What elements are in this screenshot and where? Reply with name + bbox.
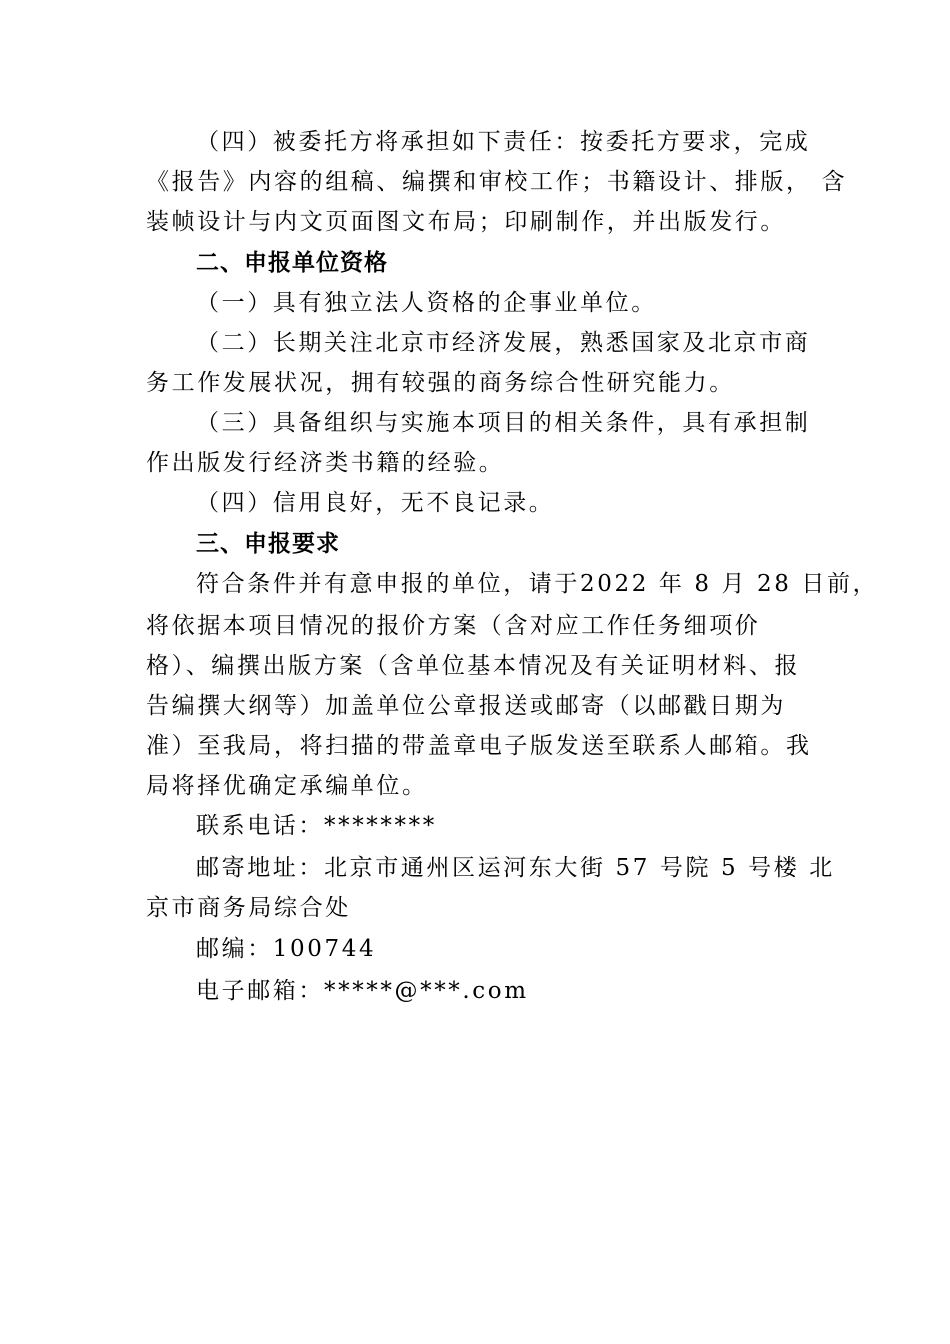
para-responsibilities-line3: 装帧设计与内文页面图文布局；印刷制作，并出版发行。 (146, 209, 786, 235)
requirements-body-line2: 将依据本项目情况的报价方案（含对应工作任务细项价 (146, 613, 761, 639)
qualification-item-2-line2: 务工作发展状况，拥有较强的商务综合性研究能力。 (146, 370, 735, 396)
contact-phone: 联系电话：******** (196, 813, 437, 839)
para-responsibilities-line1: （四）被委托方将承担如下责任：按委托方要求，完成 (196, 129, 811, 155)
requirements-body-line1: 符合条件并有意申报的单位，请于2022 年 8 月 28 日前， (196, 571, 879, 597)
mailing-address-line2: 京市商务局综合处 (146, 895, 351, 921)
qualification-item-3-line2: 作出版发行经济类书籍的经验。 (146, 450, 505, 476)
qualification-item-2-line1: （二）长期关注北京市经济发展，熟悉国家及北京市商 (196, 330, 811, 356)
qualification-item-4: （四）信用良好，无不良记录。 (196, 490, 555, 516)
requirements-body-line3: 格）、编撰出版方案（含单位基本情况及有关证明材料、报 (146, 653, 801, 679)
requirements-body-line5: 准）至我局，将扫描的带盖章电子版发送至联系人邮箱。我 (146, 733, 812, 759)
qualification-item-3-line1: （三）具备组织与实施本项目的相关条件，具有承担制 (196, 410, 811, 436)
heading-qualifications: 二、申报单位资格 (196, 250, 388, 276)
requirements-body-line4: 告编撰大纲等）加盖单位公章报送或邮寄（以邮戳日期为 (146, 693, 786, 719)
mailing-address-line1: 邮寄地址：北京市通州区运河东大街 57 号院 5 号楼 北 (196, 855, 835, 881)
heading-requirements: 三、申报要求 (196, 531, 340, 557)
postcode: 邮编：100744 (196, 936, 377, 962)
qualification-item-1: （一）具有独立法人资格的企事业单位。 (196, 290, 657, 316)
contact-email: 电子邮箱：*****@***.com (196, 978, 529, 1004)
requirements-body-line6: 局将择优确定承编单位。 (146, 773, 428, 799)
para-responsibilities-line2: 《报告》内容的组稿、编撰和审校工作；书籍设计、排版， 含 (146, 169, 848, 195)
